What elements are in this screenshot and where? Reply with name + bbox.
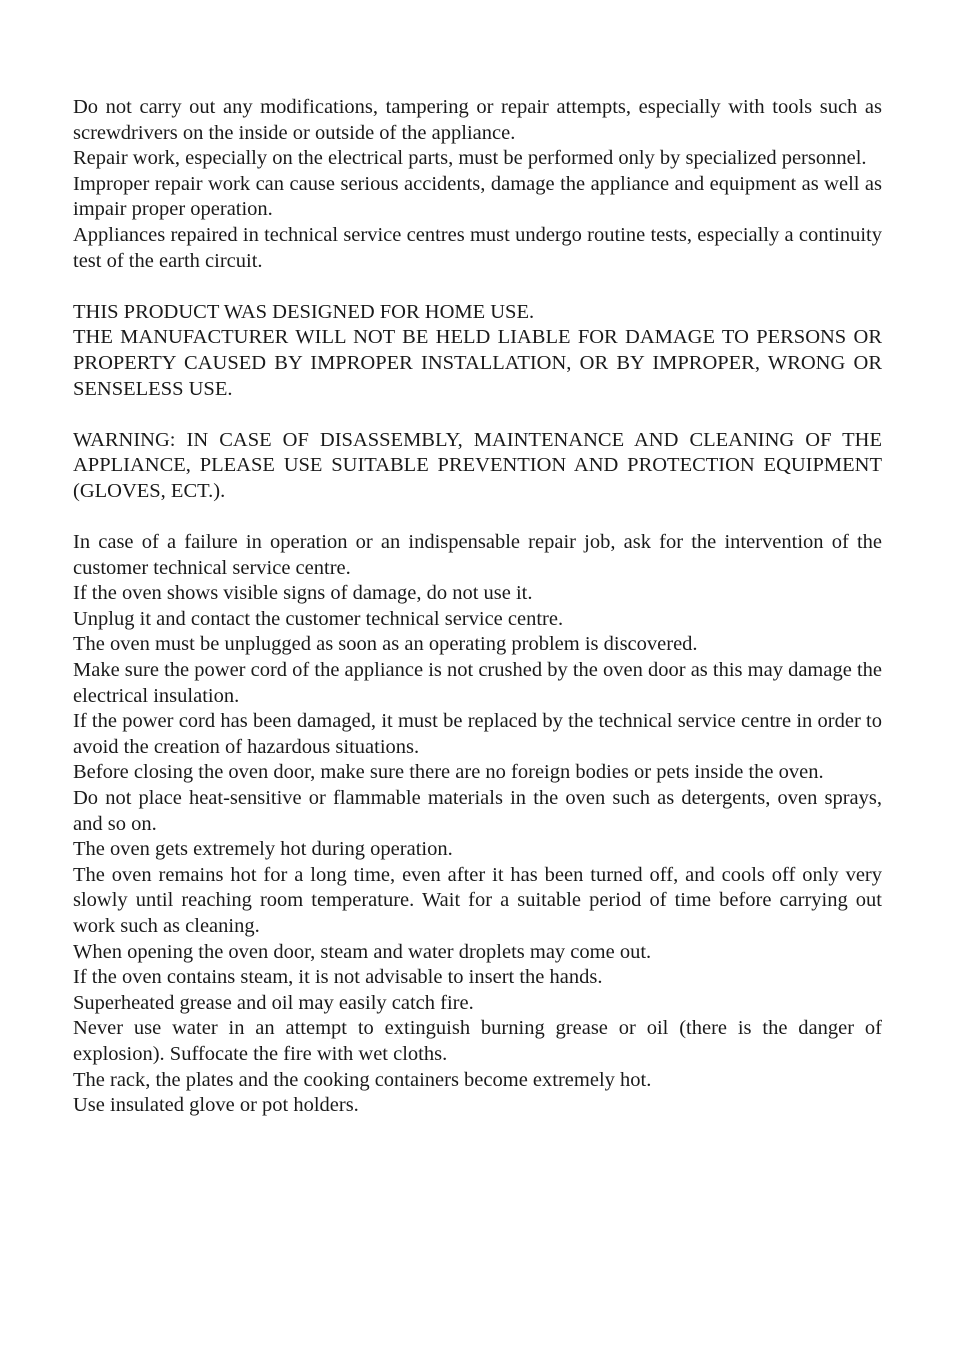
protection-warning-section — [73, 428, 882, 505]
paragraph: If the power cord has been damaged, it must be replaced by the technical service centre in order to avoid the creation of hazardous situations. — [73, 710, 882, 758]
paragraph: THE MANUFACTURER WILL NOT BE HELD LIABLE FOR DAMAGE TO PERSONS OR PROPERTY CAUSED BY IMPROPER INSTALLATION, OR BY IMPROPER, WRONG OR SENSELESS USE. — [73, 326, 882, 400]
paragraph: When opening the oven door, steam and water droplets may come out. — [73, 940, 652, 963]
safety-instructions-section — [73, 530, 882, 1119]
paragraph: In case of a failure in operation or an indispensable repair job, ask for the intervention of the customer technical service centre. — [73, 531, 882, 579]
paragraph: Repair work, especially on the electrical parts, must be performed only by specialized personnel. — [73, 147, 867, 170]
paragraph: The oven remains hot for a long time, even after it has been turned off, and cools off only very slowly until reaching room temperature. Wait for a suitable period of time before carrying out work such as cleaning. — [73, 863, 882, 937]
paragraph: Do not place heat-sensitive or flammable materials in the oven such as detergents, oven sprays, and so on. — [73, 787, 882, 835]
paragraph: Improper repair work can cause serious accidents, damage the appliance and equipment as well as impair proper operation. — [73, 172, 882, 221]
paragraph: If the oven contains steam, it is not advisable to insert the hands. — [73, 966, 603, 989]
paragraph: Never use water in an attempt to extinguish burning grease or oil (there is the danger of explosion). Suffocate the fire with wet cloths. — [73, 1017, 882, 1065]
paragraph: THIS PRODUCT WAS DESIGNED FOR HOME USE. — [73, 300, 535, 323]
home-use-notice-section — [73, 300, 882, 402]
paragraph: The oven must be unplugged as soon as an operating problem is discovered. — [73, 633, 698, 656]
paragraph: Before closing the oven door, make sure there are no foreign bodies or pets inside the oven. — [73, 761, 824, 784]
paragraph: Use insulated glove or pot holders. — [73, 1094, 359, 1117]
paragraph: Superheated grease and oil may easily catch fire. — [73, 991, 474, 1014]
paragraph: The oven gets extremely hot during operation. — [73, 838, 453, 861]
document-page — [73, 95, 882, 1119]
paragraph: Make sure the power cord of the appliance is not crushed by the oven door as this may damage the electrical insulation. — [73, 659, 882, 707]
paragraph: Do not carry out any modifications, tampering or repair attempts, especially with tools such as screwdrivers on the inside or outside of the appliance. — [73, 96, 882, 144]
repair-warnings-section — [73, 95, 882, 274]
paragraph: If the oven shows visible signs of damage, do not use it. — [73, 582, 533, 605]
paragraph: WARNING: IN CASE OF DISASSEMBLY, MAINTENANCE AND CLEANING OF THE APPLIANCE, PLEASE USE SUITABLE PREVENTION AND PROTECTION EQUIPMENT (GLOVES, ECT.). — [73, 428, 882, 502]
paragraph: Appliances repaired in technical service centres must undergo routine tests, especially a continuity test of the earth circuit. — [73, 223, 882, 272]
paragraph: The rack, the plates and the cooking containers become extremely hot. — [73, 1068, 652, 1091]
paragraph: Unplug it and contact the customer technical service centre. — [73, 607, 564, 630]
